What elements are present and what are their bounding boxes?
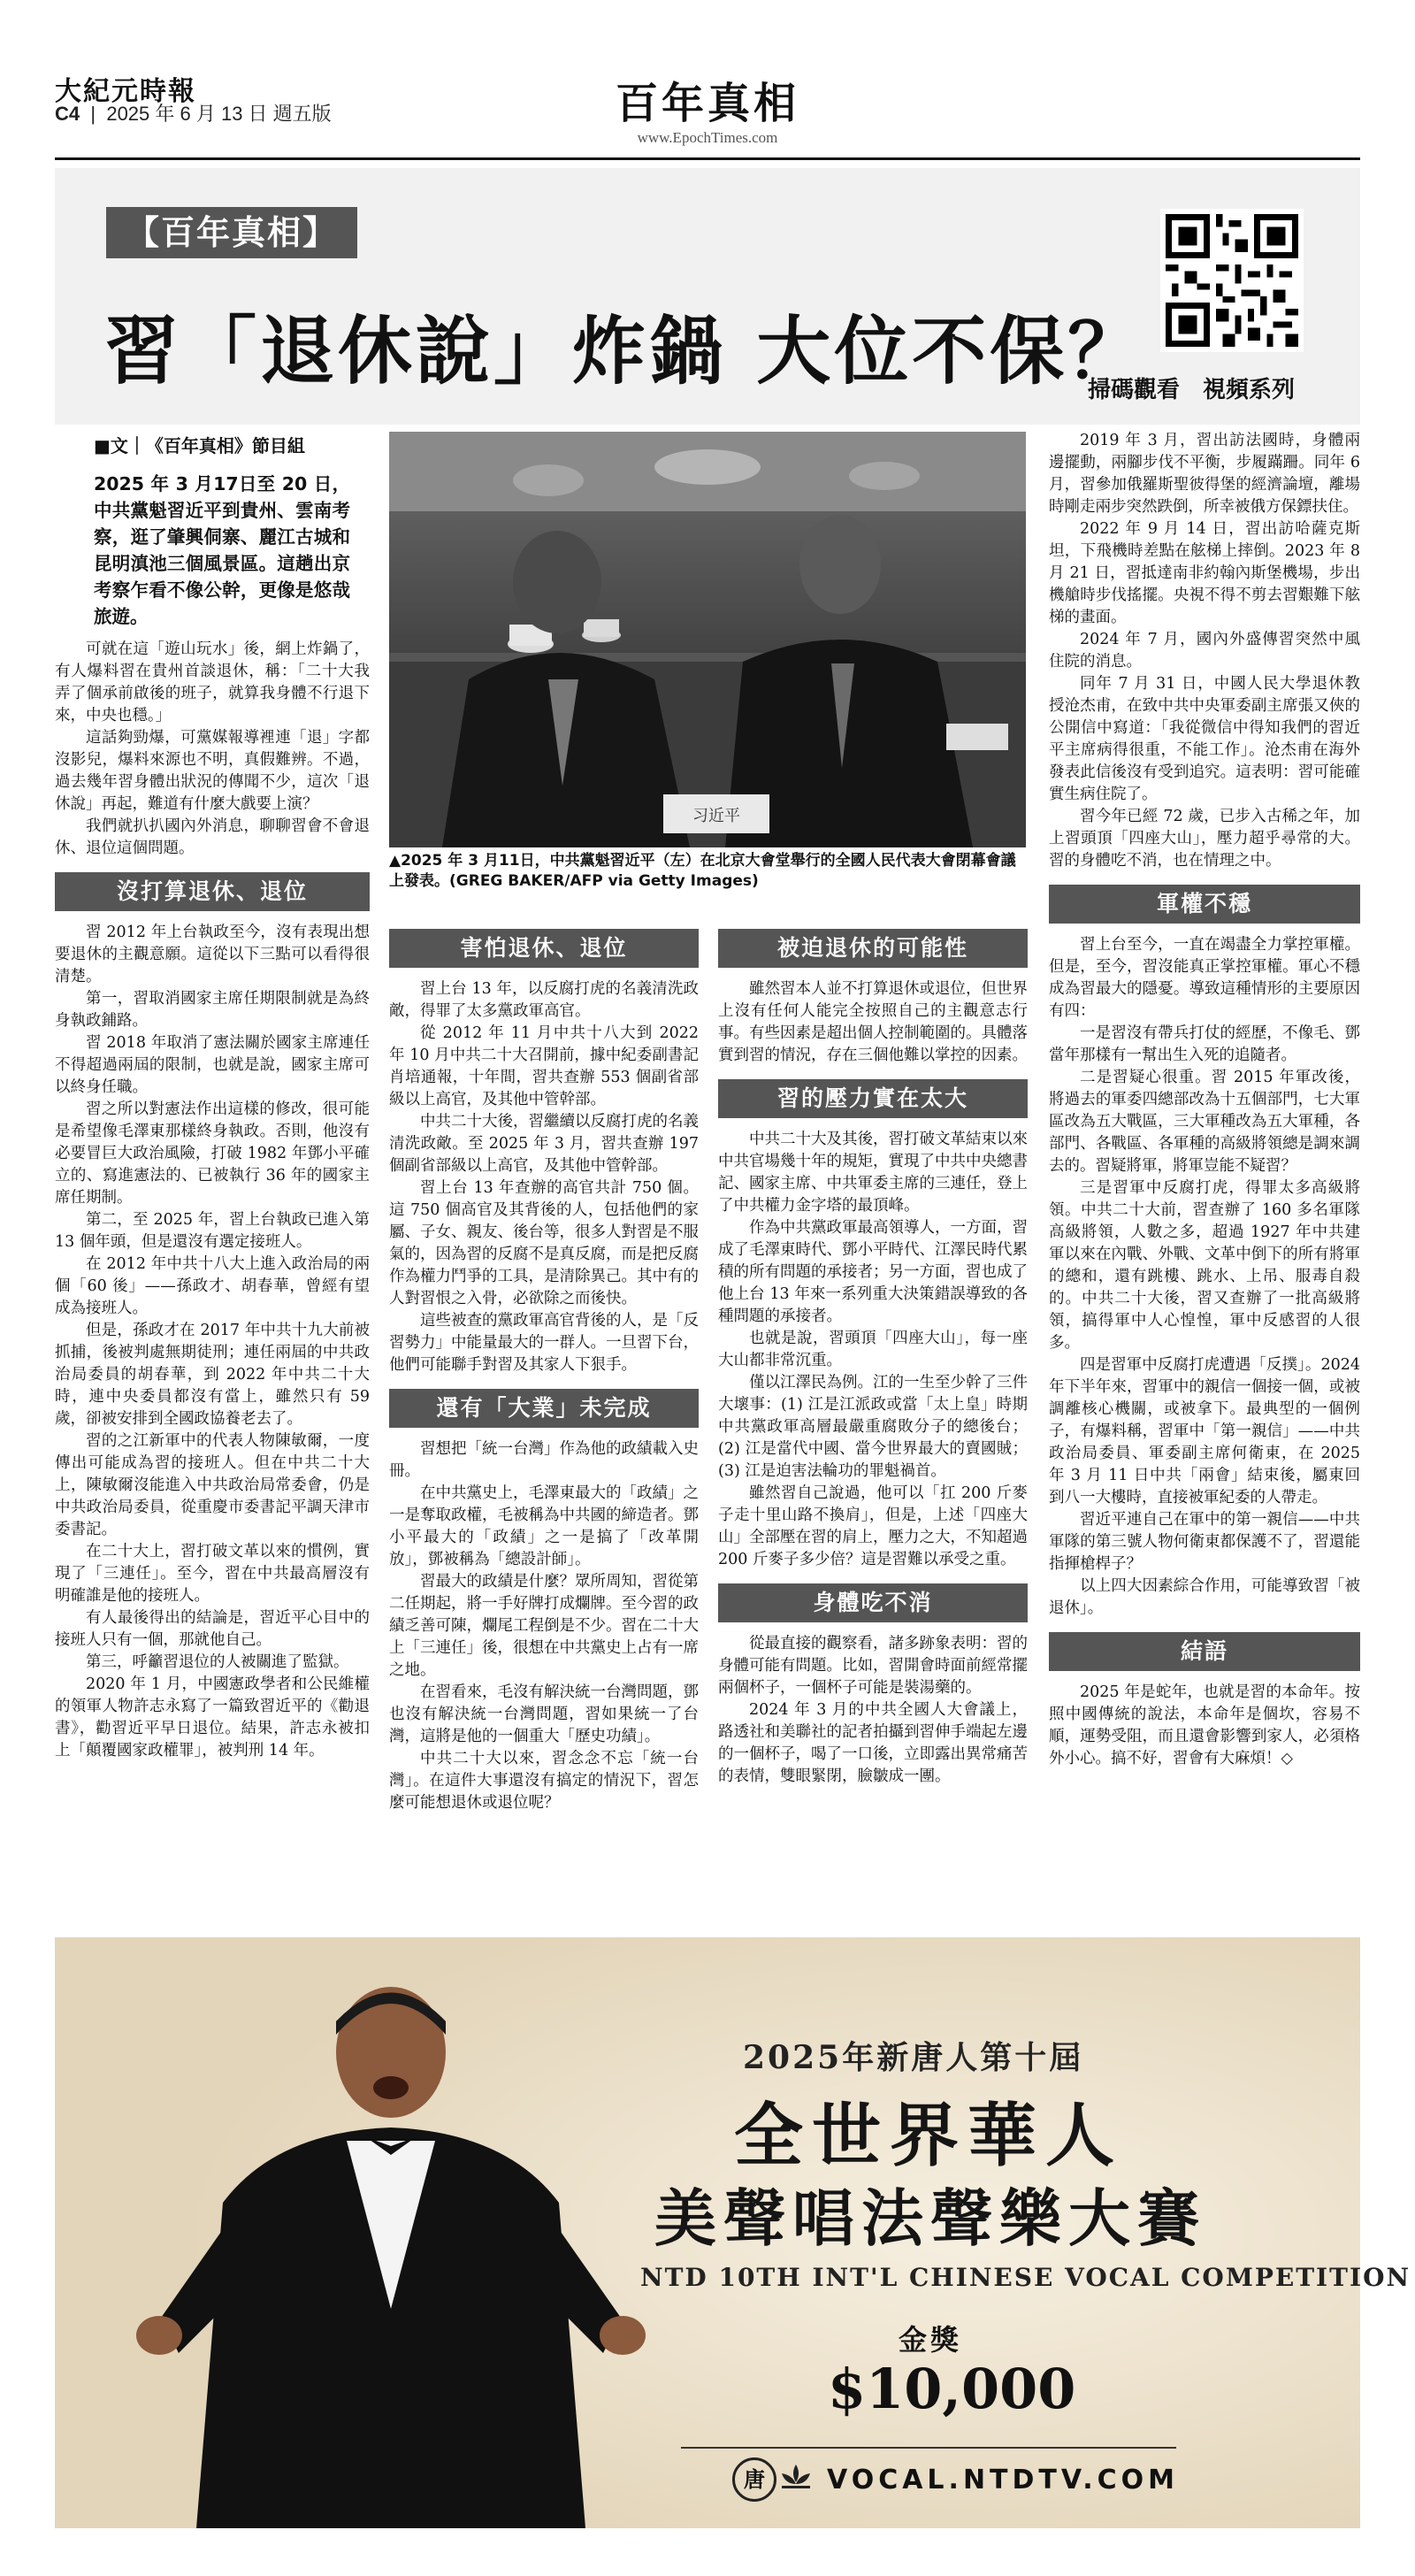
paragraph: 習今年已經 72 歲，已步入古稀之年，加上習頭頂「四座大山」，壓力超乎尋常的大。習的身體吃不消，也在情理之中。 (1049, 808, 1360, 870)
paragraph: 第三，呼籲習退位的人被關進了監獄。 (86, 1653, 349, 1671)
paragraph: 中共二十大以來，習念念不忘「統一台灣」。在這件大事還沒有搞定的情況下，習怎麼可能想退休或退位呢？ (389, 1750, 699, 1812)
paragraph: 習上台 13 年，以反腐打虎的名義清洗政敵，得罪了太多黨政軍高官。 (389, 980, 699, 1020)
ad-title-line2: 美聲唱法聲樂大賽 (654, 2181, 1206, 2255)
newspaper-logo: 大紀元時報 (55, 76, 196, 107)
paragraph: 第一，習取消國家主席任期限制就是為終身執政鋪路。 (55, 990, 370, 1030)
paragraph: 以上四大因素綜合作用，可能導致習「被退休」。 (1049, 1577, 1360, 1617)
section-url[interactable]: www.EpochTimes.com (637, 129, 778, 146)
paragraph: 我們就扒扒國內外消息，聊聊習會不會退休、退位這個問題。 (55, 817, 370, 857)
paragraph: 僅以江澤民為例。江的一生至少幹了三件大壞事：(1) 江是江派政或當「太上皇」時期中共黨政軍高層最嚴重腐敗分子的總後台；(2) 江是當代中國、當今世界最大的賣國賊；(3) 江是迫害法輪功的罪魁禍首。 (718, 1374, 1028, 1480)
lede: 2025 年 3 月17日至 20 日，中共黨魁習近平到貴州、雲南考察，逛了肇興侗寨、麗江古城和昆明滇池三個風景區。這趟出京考察乍看不像公幹，更像是悠哉旅遊。 (94, 473, 350, 627)
paragraph: 在習看來，毛沒有解決統一台灣問題，鄧也沒有解決統一台灣問題，習如果統一了台灣，這將是他的一個重大「歷史功績」。 (389, 1683, 699, 1745)
series-tag: 【百年真相】 (106, 207, 357, 258)
paragraph: 也就是說，習頭頂「四座大山」，每一座大山都非常沉重。 (718, 1330, 1028, 1369)
paragraph: 但是，孫政才在 2017 年中共十九大前被抓捕，後被判處無期徒刑；連任兩屆的中共政治局委員的胡春華，到 2022 年中共二十大時，連中央委員都沒有當上，雖然只有 59 歲，卻被安排到全國政協養老去了。 (55, 1322, 370, 1428)
ad-title-line1: 全世界華人 (734, 2096, 1124, 2176)
paragraph: 這話夠勁爆，可黨媒報導裡連「退」字都沒影兒，爆料來源也不明，真假難辨。不過，過去幾年習身體出狀況的傳聞不少，這次「退休說」再起，難道有什麼大戲要上演？ (55, 729, 370, 813)
ad-subtitle: 2025年新唐人第十屆 (743, 2039, 1084, 2076)
paragraph: 習上台至今，一直在竭盡全力掌控軍權。但是，至今，習沒能真正掌控軍權。軍心不穩成為習最大的隱憂。導致這種情形的主要原因有四： (1049, 936, 1360, 1020)
issue-date: 2025 年 6 月 13 日 週五版 (106, 103, 332, 125)
ad-prize-label: 金獎 (899, 2323, 963, 2357)
paragraph: 習之所以對憲法作出這樣的修改，很可能是希望像毛澤東那樣終身執政。否則，他沒有必要冒巨大政治風險，打破 1982 年鄧小平確立的、寫進憲法的、已被執行 36 年的國家主席任期制。 (55, 1100, 370, 1207)
paragraph: 從最直接的觀察看，諸多跡象表明：習的身體可能有問題。比如，習開會時面前經常擺兩個杯子，一個杯子可能是裝湯藥的。 (718, 1635, 1028, 1697)
news-photo (389, 432, 1026, 847)
paragraph: 作為中共黨政軍最高領導人，一方面，習成了毛澤東時代、鄧小平時代、江澤民時代累積的所有問題的承接者；另一方面，習也成了他上台 13 年來一系列重大決策錯誤導致的各種問題的承接者。 (718, 1219, 1028, 1325)
paragraph: 習上台 13 年查辦的高官共計 750 個。這 750 個高官及其背後的人，包括他們的家屬、子女、親友、後台等，很多人對習是不服氣的，因為習的反腐不是真反腐，而是把反腐作為權力鬥爭的工具，是清除異己。其中有的人對習恨之入骨，必欲除之而後快。 (389, 1179, 699, 1307)
ad-prize-amount: $10,000 (828, 2357, 1076, 2421)
paragraph: 習 2012 年上台執政至今，沒有表現出想要退休的主觀意願。這從以下三點可以看得很清楚。 (55, 924, 370, 985)
ntd-logo-icon: 唐 (732, 2457, 776, 2502)
paragraph: 雖然習自己說過，他可以「扛 200 斤麥子走十里山路不換肩」，但是，上述「四座大山」全部壓在習的肩上，壓力之大，不知超過 200 斤麥子多少倍？這是習難以承受之重。 (718, 1484, 1028, 1568)
page-number: C4 (55, 103, 80, 125)
paragraph: 有人最後得出的結論是，習近平心目中的接班人只有一個，那就他自己。 (55, 1609, 370, 1649)
column-1 (55, 639, 370, 1762)
paragraph: 一是習沒有帶兵打仗的經歷，不像毛、鄧當年那樣有一幫出生入死的追隨者。 (1049, 1024, 1360, 1064)
paragraph: 三是習軍中反腐打虎，得罪太多高級將領。中共二十大前，習查辦了 160 多名軍隊高級將領，人數之多，超過 1927 年中共建軍以來在內戰、外戰、文革中倒下的所有將軍的總和，還有跳樓、跳水、上吊、服毒自殺的。中共二十大後，習又查辦了一批高級將領，搞得軍中人心惶惶，軍中反感習的人很多。 (1049, 1179, 1360, 1352)
paragraph: 中共二十大後，習繼續以反腐打虎的名義清洗政敵。至 2025 年 3 月，習共查辦 197 個副省部級以上高官，及其他中管幹部。 (389, 1113, 699, 1175)
column-3 (718, 916, 1028, 1788)
paragraph: 習想把「統一台灣」作為他的政績載入史冊。 (389, 1440, 699, 1480)
subheading: 沒打算退休、退位 (55, 872, 370, 911)
paragraph: 習的之江新軍中的代表人物陳敏爾，一度傳出可能成為習的接班人。但在中共二十大上，陳敏爾沒能進入中共政治局常委會，仍是中共政治局委員，從重慶市委書記平調天津市委書記。 (55, 1432, 370, 1538)
column-4 (1049, 430, 1360, 1770)
paragraph: 2024 年 3 月的中共全國人大會議上，路透社和美聯社的記者拍攝到習伸手端起左邊的一個杯子，喝了一口後，立即露出異常痛苦的表情，雙眼緊閉，臉皺成一團。 (718, 1701, 1028, 1785)
subheading: 身體吃不消 (718, 1583, 1028, 1622)
paragraph: 雖然習本人並不打算退休或退位，但世界上沒有任何人能完全按照自己的主觀意志行事。有些因素是超出個人控制範圍的。具體落實到習的情況，存在三個他難以掌控的因素。 (718, 980, 1028, 1064)
paragraph: 習近平連自己在軍中的第一親信——中共軍隊的第三號人物何衛東都保護不了，習還能指揮槍桿子？ (1049, 1511, 1360, 1573)
column-2 (389, 916, 699, 1814)
paragraph: 2022 年 9 月 14 日，習出訪哈薩克斯坦，下飛機時差點在舷梯上摔倒。2023 年 8 月 21 日，習抵達南非約翰內斯堡機場，步出機艙時步伐搖擺。央視不得不剪去習艱難下舷梯的畫面。 (1049, 520, 1360, 626)
paragraph: 從 2012 年 11 月中共十八大到 2022 年 10 月中共二十大召開前，據中紀委副書記肖培通報，十年間，習共查辦 553 個副省部級以上高官，及其他中管幹部。 (389, 1024, 699, 1108)
paragraph: 2019 年 3 月，習出訪法國時，身體兩邊擺動，兩腳步伐不平衡，步履蹣跚。同年 6 月，習參加俄羅斯聖彼得堡的經濟論壇，離場時剛走兩步突然跌倒，所幸被俄方保鏢扶住。 (1049, 432, 1360, 516)
ad-url-link[interactable]: VOCAL.NTDTV.COM (827, 2465, 1179, 2496)
separator: | (85, 103, 102, 125)
qr-caption: 掃碼觀看 視頻系列 (1088, 377, 1296, 403)
paragraph: 可就在這「遊山玩水」後，網上炸鍋了，有人爆料習在貴州首談退休，稱：「二十大我弄了個承前啟後的班子，就算我身體不行退下來，中央也穩。」 (55, 640, 370, 724)
paragraph: 2020 年 1 月，中國憲政學者和公民維權的領軍人物許志永寫了一篇致習近平的《勸退書》，勸習近平早日退位。結果，許志永被扣上「顛覆國家政權罪」，被判刑 14 年。 (55, 1675, 370, 1760)
paragraph: 第二，至 2025 年，習上台執政已進入第 13 個年頭，但是還沒有選定接班人。 (55, 1211, 370, 1251)
lotus-emblem-icon (778, 2461, 814, 2493)
paragraph: 這些被查的黨政軍高官背後的人，是「反習勢力」中能量最大的一群人。一旦習下台，他們可能聯手對習及其家人下狠手。 (389, 1312, 699, 1374)
headline: 習「退休說」炸鍋 大位不保？ (104, 308, 1146, 395)
photo-caption: ▲2025 年 3 月11日，中共黨魁習近平（左）在北京大會堂舉行的全國人民代表大會閉幕會議上發表。(GREG BAKER/AFP via Getty Images) (389, 852, 1016, 890)
paragraph: 在二十大上，習打破文革以來的慣例，實現了「三連任」。至今，習在中共最高層沒有明確誰是他的接班人。 (55, 1543, 370, 1605)
photo-nameplate: 习近平 (692, 807, 740, 825)
paragraph: 2025 年是蛇年，也就是習的本命年。按照中國傳統的說法，本命年是個坎，容易不順，運勢受阻，而且還會影響到家人，必須格外小心。搞不好，習會有大麻煩！◇ (1049, 1683, 1360, 1767)
paragraph: 習 2018 年取消了憲法關於國家主席連任不得超過兩屆的限制，也就是說，國家主席可以終身任職。 (55, 1034, 370, 1096)
masthead-divider (55, 157, 1360, 160)
paragraph: 在 2012 年中共十八大上進入政治局的兩個「60 後」——孫政才、胡春華，曾經有望成為接班人。 (55, 1255, 370, 1317)
paragraph: 四是習軍中反腐打虎遭遇「反撲」。2024 年下半年來，習軍中的親信一個接一個，或被調離核心機關，或被拿下。最典型的一個例子，有爆料稱，習軍中「第一親信」——中共政治局委員、軍委副主席何衛東，在 2025 年 3 月 11 日中共「兩會」結束後，屬東回到八一大樓時，直接被軍紀委的人帶走。 (1049, 1356, 1360, 1506)
subheading: 習的壓力實在太大 (718, 1079, 1028, 1118)
paragraph: 在中共黨史上，毛澤東最大的「政績」之一是奪取政權，毛被稱為中共國的締造者。鄧小平最大的「政績」之一是搞了「改革開放」，鄧被稱為「總設計師」。 (389, 1484, 699, 1568)
subheading: 被迫退休的可能性 (718, 929, 1028, 968)
paragraph: 二是習疑心很重。習 2015 年軍改後，將過去的軍委四總部改為十五個部門，七大軍區改為五大戰區，三大軍種改為五大軍種，各部門、各戰區、各軍種的高級將領總是調來調去的。習疑將軍，將軍豈能不疑習？ (1049, 1069, 1360, 1175)
subheading: 結語 (1049, 1632, 1360, 1671)
paragraph: 習最大的政績是什麼？眾所周知，習從第二任期起，將一手好牌打成爛牌。至今習的政績乏善可陳，爛尾工程倒是不少。習在二十大上「三連任」後，很想在中共黨史上占有一席之地。 (389, 1573, 699, 1679)
section-title: 百年真相 (615, 79, 799, 128)
subheading: 軍權不穩 (1049, 885, 1360, 924)
subheading: 害怕退休、退位 (389, 929, 699, 968)
ad-english-title: NTD 10TH INT'L CHINESE VOCAL COMPETITION (640, 2263, 1411, 2292)
qr-code-icon[interactable] (1160, 209, 1304, 352)
ad-divider (681, 2447, 1176, 2449)
subheading: 還有「大業」未完成 (389, 1389, 699, 1428)
byline: ■文｜《百年真相》節目組 (94, 435, 305, 456)
paragraph: 2024 年 7 月，國內外盛傳習突然中風住院的消息。 (1049, 631, 1360, 671)
paragraph: 中共二十大及其後，習打破文革結束以來中共官場幾十年的規矩，實現了中共中央總書記、國家主席、中共軍委主席的三連任，登上了中共權力金字塔的最頂峰。 (718, 1131, 1028, 1215)
intro-paragraphs (55, 639, 370, 860)
paragraph: 同年 7 月 31 日，中國人民大學退休教授沧杰甫，在致中共中央軍委副主席張又俠的公開信中寫道：「我從微信中得知我們的習近平主席病得很重，不能工作」。沧杰甫在海外發表此信後沒有受到追究。這表明：習可能確實生病住院了。 (1049, 675, 1360, 803)
